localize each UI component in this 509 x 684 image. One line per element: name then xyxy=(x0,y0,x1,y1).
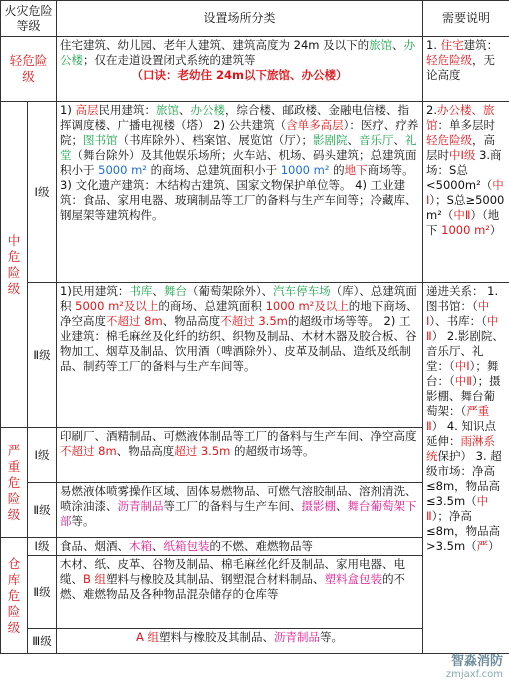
text-segment: 图书馆 xyxy=(83,133,118,147)
mid2-desc xyxy=(57,283,423,428)
text-segment: 的商场、总建筑面积小于 xyxy=(146,163,281,177)
text-segment: 的 xyxy=(329,163,345,177)
text-segment: 舞台葡萄架下部 xyxy=(60,499,417,528)
text-segment: 舞台 xyxy=(163,284,187,298)
ware3-desc xyxy=(57,629,423,654)
light-note: 1. 住宅建筑：轻危险级，无论高度 xyxy=(423,37,509,102)
text-segment: （库）、总建筑面积 xyxy=(60,284,417,313)
text-segment: 地下 xyxy=(344,163,368,177)
text-segment: 中Ⅰ xyxy=(426,299,490,328)
text-segment: 礼堂 xyxy=(60,133,417,162)
level-warehouse: 仓库危险级 xyxy=(1,538,28,654)
text-segment: 书库 xyxy=(129,284,153,298)
text-segment: 中Ⅱ xyxy=(426,494,489,523)
text-segment: 、 xyxy=(336,499,348,513)
text-segment: A 组 xyxy=(136,630,160,644)
text-segment: ） 4. 知识点延伸： xyxy=(426,419,496,448)
mid1-desc xyxy=(57,102,423,283)
text-segment: （舞台除外）及其他娱乐场所；火车站、机场、码头建筑；总建筑面积小于 xyxy=(60,148,417,177)
text-segment: 超过 3.5m xyxy=(174,444,231,458)
text-segment: ）（地下 xyxy=(426,208,500,237)
text-segment: 的不燃、难燃物品及各种物品混杂储存的仓库等 xyxy=(60,572,406,601)
text-segment: 民用建筑： xyxy=(98,103,156,117)
text-segment: 雨淋系统 xyxy=(426,434,496,463)
header-note: 需要说明 xyxy=(423,1,509,37)
text-segment: 不超过 8m xyxy=(106,314,163,328)
text-segment: 1)民用建筑： xyxy=(60,284,130,298)
text-segment: 1000 m² xyxy=(441,223,490,237)
level-middle: 中危险级 xyxy=(1,102,28,428)
text-segment: 塑料盒包装 xyxy=(324,572,383,586)
text-segment: 中Ⅰ xyxy=(454,359,470,373)
level-light: 轻危险级 xyxy=(1,37,57,102)
text-segment: 的商场、总建筑面积 xyxy=(158,299,266,313)
text-segment: ） 2.影剧院、音乐厅、礼堂：（ xyxy=(426,329,504,373)
level-severe: 严重危险级 xyxy=(1,428,28,538)
text-segment: 、物品高度 xyxy=(116,444,175,458)
text-segment: 5000 m² xyxy=(98,163,147,177)
text-segment: 严重Ⅱ xyxy=(426,404,490,433)
header-row xyxy=(1,1,509,37)
text-segment: 1) xyxy=(60,103,76,117)
text-segment: 严 xyxy=(476,539,489,553)
low-notes xyxy=(423,283,509,654)
text-segment: 3.商场：S总<5000m²（ xyxy=(426,148,502,192)
text-segment: ）、书库：（ xyxy=(429,314,487,328)
class-mid-1: Ⅰ级 xyxy=(28,102,57,283)
text-segment: ）；净高≤8m，物品高>3.5m（ xyxy=(426,509,501,553)
text-segment: B 组 xyxy=(83,572,107,586)
text-segment: ）；舞台：（ xyxy=(426,359,499,388)
text-segment: 等工厂的备料与生产车间、 xyxy=(163,499,302,513)
row-mid-2 xyxy=(1,283,509,428)
text-segment: ）：医疗、疗养院； xyxy=(60,118,419,147)
class-sev-1: Ⅰ级 xyxy=(28,428,57,483)
text-segment: ） xyxy=(489,223,502,237)
text-segment: 1000 m² xyxy=(280,163,330,177)
text-segment: 递进关系： 1.图书馆：（ xyxy=(426,284,499,313)
sev1-desc xyxy=(57,428,423,483)
text-segment: 保护） 3. 超级市场：净高≤8m，物品高≤3.5m（ xyxy=(426,449,502,508)
text-segment: 旅馆 xyxy=(155,103,179,117)
class-ware-1: Ⅰ级 xyxy=(28,538,57,556)
class-ware-2: Ⅱ级 xyxy=(28,556,57,629)
text-segment: 不超过 3.5m xyxy=(220,314,288,328)
text-segment: ，综合楼、邮政楼、金融电信楼、指挥调度楼、广播电视楼（塔） 2) 公共建筑（ xyxy=(60,103,409,132)
text-segment: 汽车停车场 xyxy=(273,284,331,298)
text-segment: 不超过 8m xyxy=(60,444,117,458)
text-segment: 轻危险级 xyxy=(426,133,473,147)
header-place: 设置场所分类 xyxy=(57,1,423,37)
text-segment: （书库除外）、档案馆、展览馆（厅）； xyxy=(117,133,314,147)
class-ware-3: Ⅲ级 xyxy=(28,629,57,654)
text-segment: 、 xyxy=(347,133,360,147)
sev2-desc xyxy=(57,483,423,538)
text-segment: 含单多高层 xyxy=(286,118,344,132)
row-mid-1 xyxy=(1,102,509,283)
ware1-desc xyxy=(57,538,423,556)
text-segment: 的地下商场、净空高度 xyxy=(60,299,418,328)
text-segment: 的不燃、难燃物品等 xyxy=(209,539,314,553)
text-segment: ） xyxy=(488,539,500,553)
text-segment: 的超级市场等等。 2) 工业建筑：棉毛麻丝及化纤的纺织、织物及制品、木材木器及胶合板、谷物加工、烟草及制品、饮用酒（啤酒除外）、皮革及制品、造纸及纸制品、制药等工厂的备料与生产车间等。 xyxy=(60,314,417,373)
text-segment: 、 xyxy=(152,284,164,298)
text-segment: 2. xyxy=(426,103,437,117)
text-segment: 等。 xyxy=(71,514,95,528)
text-segment: ）；摄影棚、舞台葡萄架：（ xyxy=(426,374,501,418)
text-segment: 塑料与橡胶及其制品、 xyxy=(159,630,275,644)
mnemonic: （口诀：老幼住 24m以下旅馆、办公楼） xyxy=(131,68,348,82)
text-segment: 、 xyxy=(178,103,191,117)
text-segment: ：单多层时 xyxy=(437,118,496,132)
header-risk: 火灾危险等级 xyxy=(1,1,57,37)
text-segment: ，高层时 xyxy=(426,133,496,162)
row-light xyxy=(1,37,509,102)
class-sev-2: Ⅱ级 xyxy=(28,483,57,538)
text-segment: 纸箱包装 xyxy=(163,539,210,553)
text-segment: 摄影棚 xyxy=(301,499,337,513)
text-segment: 、 xyxy=(152,539,164,553)
text-segment: 商场等。 3) 文化遗产建筑：木结构古建筑、国家文物保护单位等。 4) 工业建筑：食品、家用电器、玻璃制品等工厂的备料与生产车间等；冷藏库、钢屋架等建筑构件。 xyxy=(60,163,417,222)
text-segment: 中Ⅰ级 xyxy=(449,148,476,162)
text-segment: 的超级市场等。 xyxy=(230,444,315,458)
watermark xyxy=(446,650,503,680)
text-segment: 影剧院 xyxy=(313,133,348,147)
class-mid-2: Ⅱ级 xyxy=(28,283,57,428)
text-segment: 中Ⅱ xyxy=(426,314,499,343)
text-segment: 木材、纸、皮革、谷物及制品、棉毛麻丝化纤及制品、家用电器、电缆、 xyxy=(60,557,406,586)
text-segment: （葡萄架除外）、 xyxy=(186,284,274,298)
watermark-url: zmjaxf.com xyxy=(445,669,503,680)
text-segment: 1000 m²及以上 xyxy=(265,299,349,313)
text-segment: 办公楼、旅馆 xyxy=(426,103,495,132)
ware2-desc xyxy=(57,556,423,629)
text-segment: 高层 xyxy=(75,103,99,117)
text-segment: 办公楼 xyxy=(190,103,225,117)
text-segment: 等。 xyxy=(320,630,344,644)
light-desc: 住宅建筑、幼儿园、老年人建筑、建筑高度为 24m 及以下的旅馆、办公楼；仅在走道设置闭式系统的建筑等 （口诀：老幼住 24m以下旅馆、办公楼） xyxy=(57,37,423,102)
mid-notes xyxy=(423,102,509,283)
text-segment: 塑料与橡胶及其制品、钢塑混合材料制品、 xyxy=(106,572,325,586)
text-segment: 木箱 xyxy=(129,539,153,553)
text-segment: 5000 m²及以上 xyxy=(75,299,159,313)
text-segment: ）；S总≥5000 m²（ xyxy=(426,193,505,222)
text-segment: 中Ⅱ xyxy=(454,374,472,388)
text-segment: 食品、烟酒、 xyxy=(60,539,130,553)
text-segment: 、 xyxy=(393,133,406,147)
text-segment: 音乐厅 xyxy=(359,133,394,147)
watermark-name: 智淼消防 xyxy=(450,654,503,669)
text-segment: 中Ⅱ xyxy=(453,208,471,222)
text-segment: 、物品高度 xyxy=(162,314,221,328)
text-segment: 沥青制品 xyxy=(117,499,164,513)
text-segment: 中Ⅰ xyxy=(426,178,504,207)
text-segment: 印刷厂、酒精制品、可燃液体制品等工厂的备料与生产车间、净空高度 xyxy=(60,429,417,443)
text-segment: 沥青制品 xyxy=(274,630,321,644)
text-segment: 易燃液体喷雾操作区域、固体易燃物品、可燃气溶胶制品、溶剂清洗、喷涂油漆、 xyxy=(60,484,417,513)
